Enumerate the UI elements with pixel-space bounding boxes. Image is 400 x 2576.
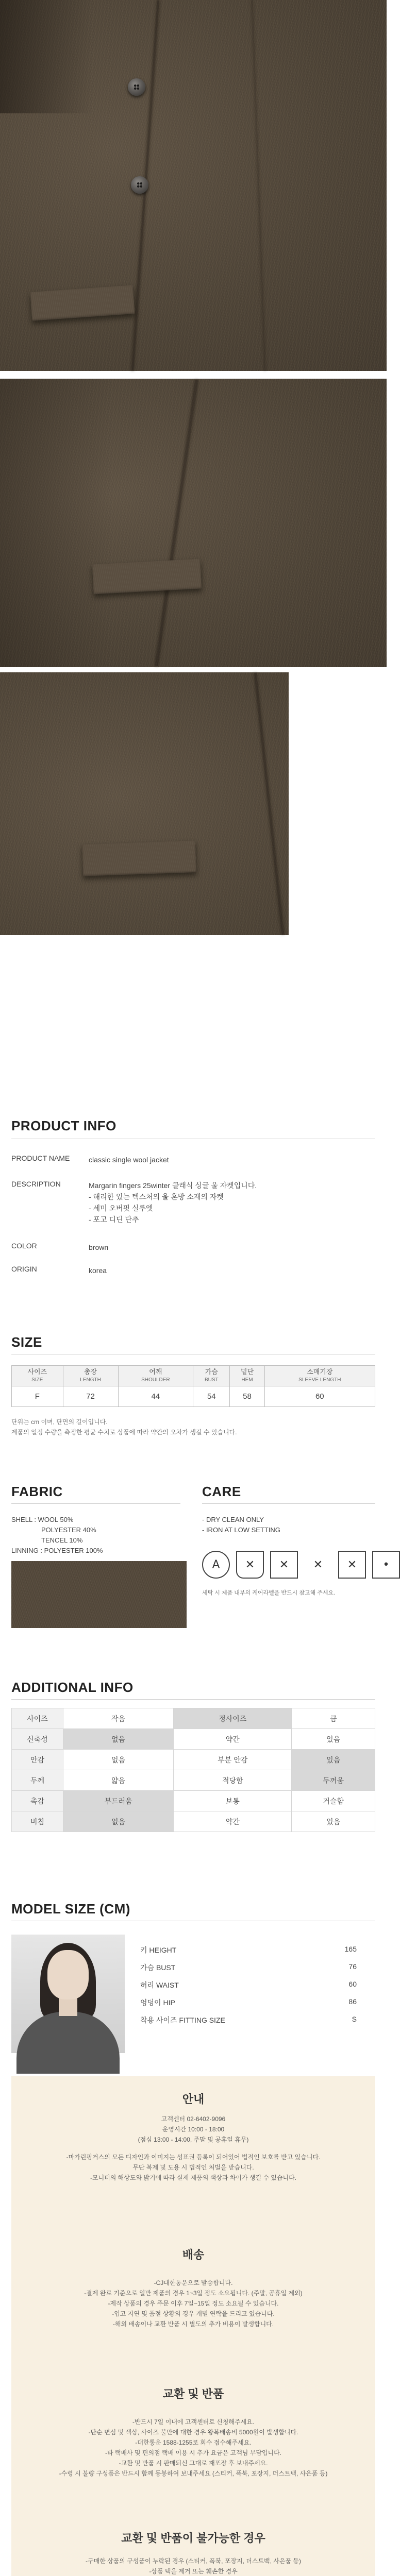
product-info-title: PRODUCT INFO — [11, 1118, 116, 1133]
table-row: 두께 얇음 적당함 두꺼움 — [12, 1770, 375, 1791]
size-table: 사이즈 SIZE 총장 LENGTH 어깨 SHOULDER 가슴 BUST 밑단 HEM 소매기장 SLEEVE LENGTH F 72 44 54 58 60 — [11, 1365, 375, 1407]
care-title: CARE — [202, 1484, 241, 1499]
no-tumble-dry-icon: ✕ — [270, 1551, 298, 1579]
size-title: SIZE — [11, 1334, 42, 1350]
sleeve-header: 소매기장 SLEEVE LENGTH — [264, 1366, 375, 1386]
fabric-title: FABRIC — [11, 1484, 63, 1499]
list-item: 엉덩이 HIP 86 — [140, 1997, 357, 2007]
shipping-title: 배송 — [182, 2248, 205, 2261]
table-row: 사이즈 작음 정사이즈 큼 — [12, 1708, 375, 1729]
hem-header: 밑단 HEM — [230, 1366, 264, 1386]
coat-button — [131, 176, 148, 194]
size-notes: 단위는 cm 이며, 단면의 길이입니다. 제품의 일정 수량을 측정한 평균 수치로 상품에 따라 약간의 오차가 생길 수 있습니다. — [11, 1418, 237, 1436]
fabric-composition: SHELL : WOOL 50% POLYESTER 40% TENCEL 10% LINNING : POLYESTER 100% — [11, 1516, 103, 1554]
exchange-title: 교환 및 반품 — [162, 2387, 224, 2400]
no-dry-icon: ✕ — [338, 1551, 366, 1579]
coat-button — [128, 78, 145, 96]
dry-clean-icon: A — [202, 1551, 230, 1579]
guide-title: 안내 — [182, 2093, 205, 2106]
notice-box: 안내 고객센터 02-6402-9096 운영시간 10:00 - 18:00 (점심 13:00 - 14:00, 주말 및 공휴일 휴무) -마가린핑거스의 모든 디자인과 이미지는 성표권 등록이 되어있어 법적인 보호를 받고 있습니다. 무단 복제 및 도용 시 법적인 처벌을 받습니다. -모니터의 해상도와 밝기에 따라 실제 제품의 색상과 차이가 생길 수 있습니다. 배송 -CJ대한통운으로 발송합니다. -결제 완료 기준으로 일반 제품의 경우 1~3일 정도 소요됩니다. (주말, 공휴일 제외) -제작 상품의 경우 주문 이후 7일~15일 정도 소요될 수 있습니다. -입고 지연 및 품절 상황의 경우 개별 연락을 드리고 있습니다. -해외 배송이나 교환 반품 시 별도의 추가 비용이 발생합니다. 교환 및 반품 -반드시 7일 이내에 고객센터로 신청해주세요. -단순 변심 및 색상, 사이즈 불만에 대한 경우 왕복배송비 5000원이 발생합니다. -대한통운 1588-1255로 회수 접수해주세요. -타 택배사 및 편의점 택배 이용 시 추가 요금은 고객님 부담입니다. -교환 및 반품 시 판매되신 그대로 재포장 후 보내주세요. -수령 시 불량 구성품은 반드시 함께 동봉하여 보내주세요 (스티커, 폭북, 포장지, 더스트백, 사은품 등) 교환 및 반품이 불가능한 경우 -구매한 상품의 구성품이 누락된 경우 (스티커, 폭북, 포장지, 더스트백, 사은품 등) -상품 택을 제거 또는 훼손한 경우 — [11, 2076, 375, 2576]
additional-info-table — [11, 1708, 375, 1832]
table-row: 안감 없음 부분 안감 있음 — [12, 1750, 375, 1770]
table-row: 촉감 부드러움 보통 거슬함 — [12, 1791, 375, 1811]
care-note: 세탁 시 제품 내부의 케어라벨을 반드시 참고해 주세요. — [202, 1590, 336, 1596]
table-row: 신축성 없음 약간 있음 — [12, 1729, 375, 1750]
detail-photo-hem — [0, 672, 387, 981]
length-header: 총장 LENGTH — [63, 1366, 118, 1386]
list-item: 허리 WAIST 60 — [140, 1980, 357, 1989]
table-row: 비침 없음 약간 있음 — [12, 1811, 375, 1832]
info-row-description: DESCRIPTION Margarin fingers 25winter 클래식 싱글 울 자켓입니다. - 해리한 있는 텍스처의 울 혼방 소재의 자켓 - 세미 오버핏 실루엣 - 포고 디딘 단추 — [11, 1180, 257, 1224]
no-return-title: 교환 및 반품이 불가능한 경우 — [121, 2532, 265, 2545]
list-item: 가슴 BUST 76 — [140, 1962, 357, 1972]
size-header: 사이즈 SIZE — [12, 1366, 63, 1386]
list-item: 키 HEIGHT 165 — [140, 1945, 357, 1954]
bust-header: 가슴 BUST — [193, 1366, 230, 1386]
shoulder-header: 어깨 SHOULDER — [118, 1366, 193, 1386]
model-measurements — [140, 1945, 357, 2032]
model-photo — [11, 1935, 125, 2053]
pocket-flap — [30, 285, 135, 321]
low-iron-icon: • — [372, 1551, 400, 1579]
list-item: 착용 사이즈 FITTING SIZE S — [140, 2015, 357, 2024]
additional-info-title: ADDITIONAL INFO — [11, 1680, 134, 1695]
care-icon-row — [202, 1551, 400, 1579]
care-text: - DRY CLEAN ONLY - IRON AT LOW SETTING — [202, 1516, 280, 1534]
no-wash-icon: ✕ — [236, 1551, 264, 1579]
pocket-flap — [82, 840, 196, 876]
detail-photo-buttons — [0, 0, 387, 371]
detail-photo-pocket — [0, 379, 387, 667]
no-bleach-icon: ✕ — [313, 1558, 323, 1571]
fabric-swatch — [11, 1561, 187, 1628]
model-size-title: MODEL SIZE (CM) — [11, 1901, 130, 1917]
pocket-flap — [92, 559, 202, 595]
